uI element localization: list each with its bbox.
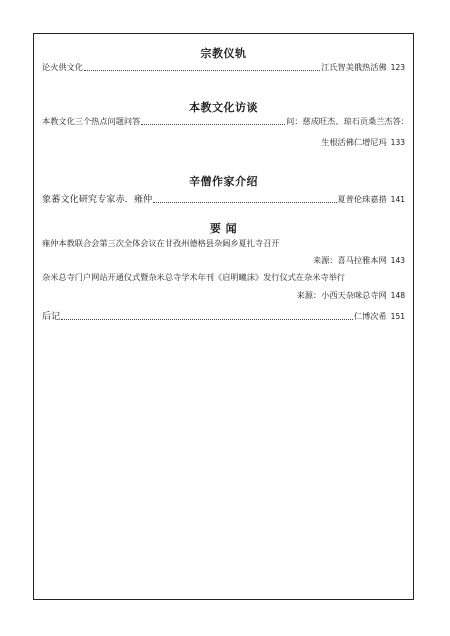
entry-page: 123	[390, 63, 405, 72]
news-title[interactable]: 杂米总寺门户网站开通仪式暨杂米总寺学术年刊《启明曦沫》发行仪式在杂米寺举行	[42, 272, 345, 282]
news-source	[313, 255, 405, 266]
entry-page: 151	[390, 312, 405, 321]
leader-dots	[84, 65, 320, 71]
entry-page: 143	[390, 256, 405, 265]
leader-dots	[61, 314, 353, 320]
entry-author: 仁博次希	[353, 311, 387, 321]
entry-author: 江氏智美俄热活佛	[321, 62, 387, 72]
toc-entry[interactable]	[42, 191, 405, 205]
entry-author: 问：慈成旺杰、琼石贡桑兰杰答：	[286, 116, 409, 126]
leader-dots	[141, 119, 285, 125]
toc-entry[interactable]	[42, 62, 405, 73]
leader-dots	[153, 197, 336, 203]
section-heading-authors: 辛僧作家介绍	[189, 175, 258, 188]
entry-author-line2: 生根活佛仁增尼玛	[321, 137, 387, 147]
section-heading-news: 要 闻	[209, 222, 238, 235]
toc-entry[interactable]	[42, 308, 405, 322]
toc-entry[interactable]	[42, 116, 409, 127]
toc-frame	[33, 33, 414, 600]
news-source-text: 来源：喜马拉雅本网	[312, 255, 387, 265]
entry-author-continued	[321, 137, 405, 148]
entry-author: 夏普伦珠嘉措	[337, 194, 387, 204]
entry-page: 141	[390, 195, 405, 204]
section-heading-interviews: 本教文化访谈	[189, 101, 258, 114]
news-source	[297, 290, 405, 301]
entry-title: 象蕃文化研究专家赤．雍仲	[42, 194, 153, 205]
entry-title: 本教文化三个热点问题问答	[42, 116, 141, 126]
entry-title: 论火供文化	[42, 62, 83, 72]
entry-page: 133	[390, 138, 405, 147]
entry-page: 148	[390, 291, 405, 300]
section-heading-rituals: 宗教仪轨	[200, 47, 247, 60]
entry-title: 后记	[42, 311, 61, 322]
news-source-text: 来源：小西天杂咪总寺网	[296, 290, 387, 300]
news-title[interactable]: 雍仲本教联合会第三次全体会议在甘孜州德格县杂阔乡夏扎寺召开	[42, 238, 280, 248]
